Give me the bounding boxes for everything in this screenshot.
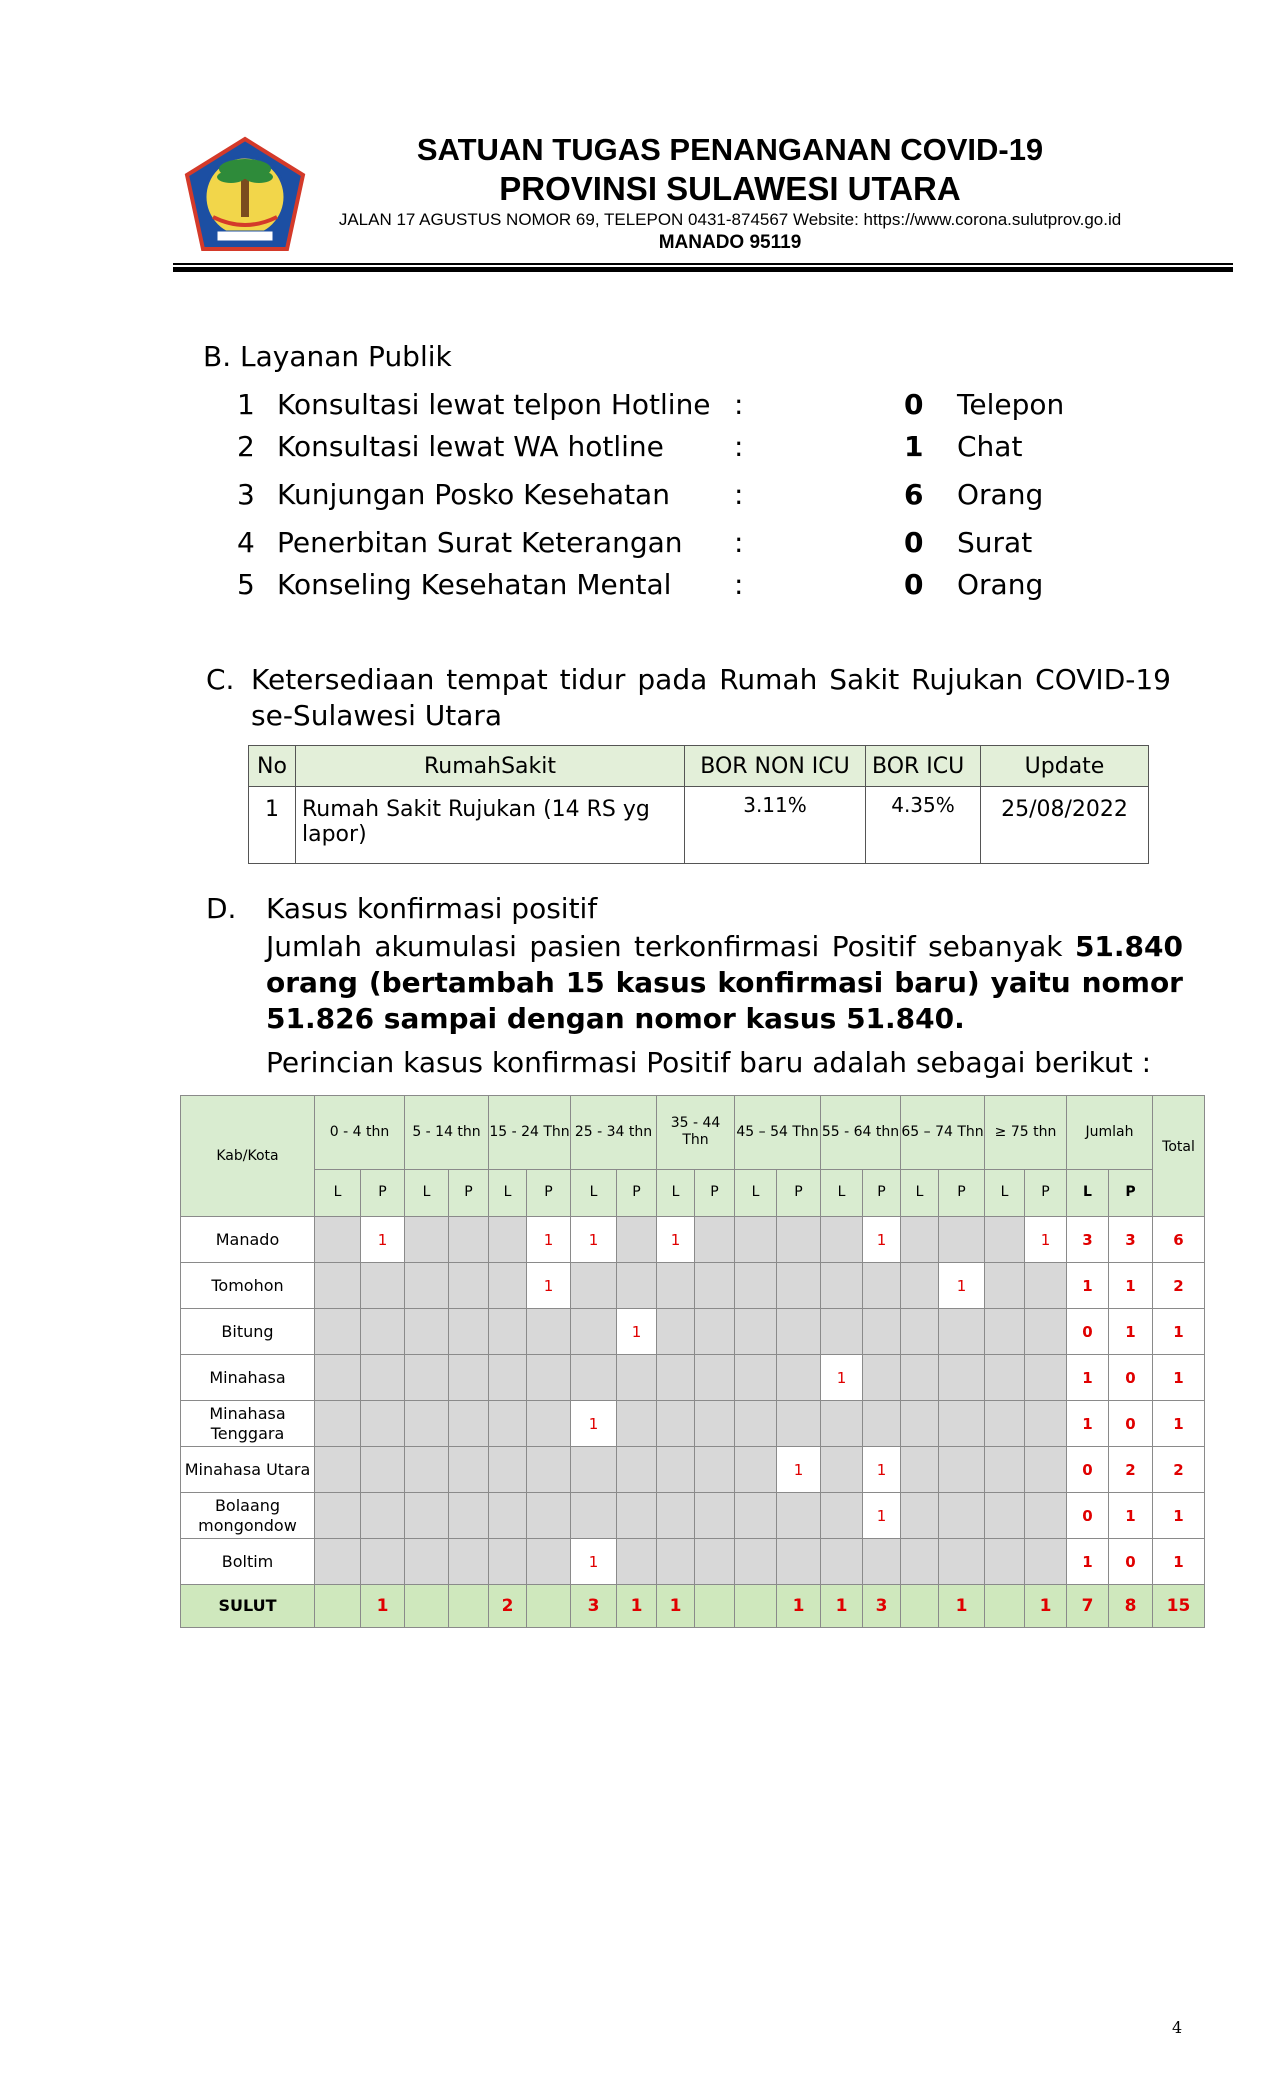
city-name: Minahasa Tenggara [181, 1401, 315, 1447]
col-age-group: 65 – 74 Thn [901, 1096, 985, 1170]
service-colon: : [734, 388, 744, 421]
case-cell [1025, 1401, 1067, 1447]
col-hospital: RumahSakit [296, 746, 685, 787]
col-age-group: 15 - 24 Thn [489, 1096, 571, 1170]
case-cell [449, 1447, 489, 1493]
case-cell [1025, 1355, 1067, 1401]
case-cell [777, 1539, 821, 1585]
sum-jp: 0 [1109, 1355, 1153, 1401]
case-cell [777, 1309, 821, 1355]
case-cell [985, 1355, 1025, 1401]
case-cell [449, 1217, 489, 1263]
org-address: JALAN 17 AGUSTUS NOMOR 69, TELEPON 0431-874567 Website: https://www.corona.sulutprov.go.id [338, 210, 1122, 229]
sum-total: 1 [1153, 1539, 1205, 1585]
service-unit: Telepon [957, 388, 1065, 421]
case-cell [657, 1309, 695, 1355]
service-label: Penerbitan Surat Keterangan [277, 526, 683, 559]
col-age-group: ≥ 75 thn [985, 1096, 1067, 1170]
col-female: P [449, 1169, 489, 1216]
sum-total: 15 [1153, 1585, 1205, 1628]
cumulative-text: Jumlah akumulasi pasien terkonfirmasi Positif sebanyak [266, 930, 1063, 963]
bor-icu-value: 4.35% [866, 787, 981, 864]
case-cell: 1 [571, 1401, 617, 1447]
case-cell [901, 1585, 939, 1628]
table-row [181, 1217, 1205, 1263]
city-name: Minahasa Utara [181, 1447, 315, 1493]
case-cell [449, 1263, 489, 1309]
case-cell [985, 1539, 1025, 1585]
case-cell [863, 1355, 901, 1401]
case-cell [315, 1585, 361, 1628]
col-jumlah: Jumlah [1067, 1096, 1153, 1170]
col-age-group: 0 - 4 thn [315, 1096, 405, 1170]
case-cell [695, 1493, 735, 1539]
case-cell [821, 1493, 863, 1539]
service-number: 3 [237, 478, 255, 511]
case-cell [489, 1355, 527, 1401]
case-cell [863, 1263, 901, 1309]
case-cell: 1 [821, 1355, 863, 1401]
service-label: Konsultasi lewat telpon Hotline [277, 388, 711, 421]
case-cell [939, 1447, 985, 1493]
case-cell [939, 1493, 985, 1539]
case-cell [1025, 1309, 1067, 1355]
case-cell: 3 [571, 1585, 617, 1628]
table-total-row [181, 1585, 1205, 1628]
case-cell [489, 1217, 527, 1263]
case-cell [405, 1309, 449, 1355]
sum-total: 1 [1153, 1309, 1205, 1355]
service-value: 6 [904, 478, 924, 511]
case-cell [901, 1355, 939, 1401]
city-name: SULUT [181, 1585, 315, 1628]
case-cell [939, 1217, 985, 1263]
col-jumlah-male: L [1067, 1169, 1109, 1216]
col-female: P [939, 1169, 985, 1216]
case-cell [405, 1355, 449, 1401]
case-cell [901, 1217, 939, 1263]
service-value: 0 [904, 568, 924, 601]
city-name: Tomohon [181, 1263, 315, 1309]
case-cell [571, 1447, 617, 1493]
sum-jp: 1 [1109, 1309, 1153, 1355]
case-cell [617, 1401, 657, 1447]
sum-jl: 0 [1067, 1447, 1109, 1493]
sum-total: 1 [1153, 1493, 1205, 1539]
city-name: Minahasa [181, 1355, 315, 1401]
list-item [237, 526, 1137, 562]
case-cell [735, 1355, 777, 1401]
section-c-letter: C. [206, 663, 235, 696]
city-name: Bolaang mongondow [181, 1493, 315, 1539]
sum-jl: 1 [1067, 1401, 1109, 1447]
case-cell [821, 1539, 863, 1585]
case-cell [735, 1585, 777, 1628]
case-cell [901, 1493, 939, 1539]
table-row [181, 1401, 1205, 1447]
case-cell [489, 1539, 527, 1585]
col-no: No [249, 746, 296, 787]
case-cell [405, 1539, 449, 1585]
table-row [181, 1355, 1205, 1401]
service-unit: Orang [957, 568, 1044, 601]
case-cell: 1 [1025, 1585, 1067, 1628]
province-emblem-icon [183, 135, 308, 255]
case-cell [489, 1447, 527, 1493]
case-cell [617, 1263, 657, 1309]
sum-total: 1 [1153, 1355, 1205, 1401]
city-name: Boltim [181, 1539, 315, 1585]
service-unit: Surat [957, 526, 1033, 559]
case-cell [315, 1401, 361, 1447]
update-date: 25/08/2022 [981, 787, 1149, 864]
sum-jp: 8 [1109, 1585, 1153, 1628]
case-cell [777, 1401, 821, 1447]
org-city: MANADO 95119 [658, 232, 802, 253]
col-age-group: 35 - 44 Thn [657, 1096, 735, 1170]
sum-jl: 1 [1067, 1355, 1109, 1401]
case-cell [315, 1539, 361, 1585]
case-cell [315, 1493, 361, 1539]
list-item [237, 568, 1137, 604]
sum-jl: 0 [1067, 1309, 1109, 1355]
case-cell [361, 1355, 405, 1401]
bed-availability-table [248, 745, 1149, 864]
case-cell [527, 1493, 571, 1539]
col-age-group: 25 - 34 thn [571, 1096, 657, 1170]
case-cell: 1 [527, 1263, 571, 1309]
city-name: Manado [181, 1217, 315, 1263]
case-cell [901, 1263, 939, 1309]
sum-total: 2 [1153, 1263, 1205, 1309]
case-cell [527, 1401, 571, 1447]
sum-jp: 3 [1109, 1217, 1153, 1263]
case-cell: 1 [863, 1217, 901, 1263]
service-colon: : [734, 568, 744, 601]
case-cell [405, 1493, 449, 1539]
case-cell [405, 1263, 449, 1309]
col-female: P [527, 1169, 571, 1216]
case-cell: 1 [939, 1263, 985, 1309]
case-cell [361, 1539, 405, 1585]
case-cell [863, 1309, 901, 1355]
list-item [237, 478, 1137, 514]
case-cell [1025, 1493, 1067, 1539]
case-cell [695, 1401, 735, 1447]
case-cell [527, 1355, 571, 1401]
case-cell [777, 1493, 821, 1539]
col-age-group: 45 – 54 Thn [735, 1096, 821, 1170]
case-cell: 1 [617, 1585, 657, 1628]
case-cell [361, 1401, 405, 1447]
case-cell [695, 1355, 735, 1401]
case-cell [657, 1493, 695, 1539]
case-cell [985, 1493, 1025, 1539]
case-cell [939, 1355, 985, 1401]
case-cell [985, 1217, 1025, 1263]
case-cell: 1 [777, 1447, 821, 1493]
col-female: P [1025, 1169, 1067, 1216]
table-row [181, 1309, 1205, 1355]
case-cell [901, 1539, 939, 1585]
header-rule-thin [173, 263, 1233, 265]
case-cell [527, 1539, 571, 1585]
case-cell [449, 1309, 489, 1355]
section-d-title: Kasus konfirmasi positif [266, 892, 598, 925]
case-cell [735, 1493, 777, 1539]
case-cell [405, 1401, 449, 1447]
col-male: L [985, 1169, 1025, 1216]
case-cell [657, 1539, 695, 1585]
case-cell [489, 1493, 527, 1539]
col-male: L [315, 1169, 361, 1216]
section-d-letter: D. [206, 892, 237, 925]
service-colon: : [734, 430, 744, 463]
section-d-subtitle: Perincian kasus konfirmasi Positif baru adalah sebagai berikut : [266, 1046, 1152, 1079]
case-cell [361, 1263, 405, 1309]
case-cell [777, 1217, 821, 1263]
case-cell [901, 1401, 939, 1447]
sum-jp: 2 [1109, 1447, 1153, 1493]
case-breakdown-table [180, 1095, 1205, 1628]
case-cell: 1 [1025, 1217, 1067, 1263]
service-value: 1 [904, 430, 924, 463]
service-colon: : [734, 478, 744, 511]
table-row [181, 1493, 1205, 1539]
case-cell [863, 1539, 901, 1585]
case-cell [985, 1401, 1025, 1447]
case-cell [735, 1401, 777, 1447]
case-cell: 1 [939, 1585, 985, 1628]
case-cell [985, 1447, 1025, 1493]
case-cell [617, 1539, 657, 1585]
col-bor-non-icu: BOR NON ICU [685, 746, 866, 787]
case-cell: 1 [863, 1447, 901, 1493]
table-row [181, 1539, 1205, 1585]
case-cell [449, 1401, 489, 1447]
case-cell [735, 1447, 777, 1493]
sum-jl: 7 [1067, 1585, 1109, 1628]
col-kab-kota: Kab/Kota [181, 1096, 315, 1217]
table-row [181, 1447, 1205, 1493]
section-b-title: B. Layanan Publik [203, 340, 452, 373]
case-cell: 1 [821, 1585, 863, 1628]
table-row [181, 1263, 1205, 1309]
header-rule-thick [173, 267, 1233, 272]
bor-non-icu-value: 3.11% [685, 787, 866, 864]
case-cell [1025, 1539, 1067, 1585]
case-cell [315, 1355, 361, 1401]
col-female: P [777, 1169, 821, 1216]
case-cell [985, 1263, 1025, 1309]
service-number: 2 [237, 430, 255, 463]
case-cell [735, 1217, 777, 1263]
col-update: Update [981, 746, 1149, 787]
case-cell: 1 [863, 1493, 901, 1539]
case-cell [821, 1401, 863, 1447]
case-cell [657, 1263, 695, 1309]
org-province: PROVINSI SULAWESI UTARA [499, 170, 961, 207]
case-cell [939, 1309, 985, 1355]
case-cell [939, 1539, 985, 1585]
case-cell [695, 1263, 735, 1309]
col-male: L [489, 1169, 527, 1216]
case-cell [821, 1217, 863, 1263]
service-value: 0 [904, 526, 924, 559]
case-cell [777, 1263, 821, 1309]
sum-jp: 0 [1109, 1539, 1153, 1585]
case-cell [735, 1263, 777, 1309]
case-cell [571, 1493, 617, 1539]
col-bor-icu: BOR ICU [866, 746, 981, 787]
city-name: Bitung [181, 1309, 315, 1355]
case-cell [361, 1447, 405, 1493]
case-cell [361, 1309, 405, 1355]
case-cell [405, 1217, 449, 1263]
section-d-paragraph [266, 929, 1183, 1037]
service-number: 5 [237, 568, 255, 601]
case-cell [527, 1309, 571, 1355]
page-number: 4 [1172, 2018, 1183, 2037]
case-cell [657, 1355, 695, 1401]
sum-total: 2 [1153, 1447, 1205, 1493]
case-cell [735, 1309, 777, 1355]
case-cell [617, 1217, 657, 1263]
case-cell [735, 1539, 777, 1585]
hospital-name: Rumah Sakit Rujukan (14 RS yg lapor) [296, 787, 685, 864]
section-c-title: Ketersediaan tempat tidur pada Rumah Sakit Rujukan COVID-19 se-Sulawesi Utara [251, 663, 1171, 732]
case-cell [527, 1585, 571, 1628]
col-female: P [695, 1169, 735, 1216]
case-cell [315, 1447, 361, 1493]
col-jumlah-female: P [1109, 1169, 1153, 1216]
case-cell [901, 1447, 939, 1493]
sum-total: 1 [1153, 1401, 1205, 1447]
case-cell [489, 1263, 527, 1309]
case-cell: 2 [489, 1585, 527, 1628]
case-cell [315, 1309, 361, 1355]
cumulative-count: 51.840 orang (bertambah 15 kasus konfirmasi baru) yaitu nomor 51.826 sampai dengan nomor kasus 51.840. [266, 930, 1183, 1035]
case-cell [657, 1447, 695, 1493]
case-cell [449, 1539, 489, 1585]
case-cell [985, 1309, 1025, 1355]
service-colon: : [734, 526, 744, 559]
case-cell: 1 [571, 1217, 617, 1263]
case-cell: 1 [777, 1585, 821, 1628]
col-male: L [735, 1169, 777, 1216]
case-cell [821, 1447, 863, 1493]
col-female: P [617, 1169, 657, 1216]
case-cell [361, 1493, 405, 1539]
case-cell: 1 [617, 1309, 657, 1355]
col-male: L [405, 1169, 449, 1216]
org-name: SATUAN TUGAS PENANGANAN COVID-19 [416, 132, 1044, 167]
case-cell [777, 1355, 821, 1401]
service-label: Konseling Kesehatan Mental [277, 568, 672, 601]
case-cell [1025, 1263, 1067, 1309]
service-number: 1 [237, 388, 255, 421]
case-cell [695, 1585, 735, 1628]
case-cell [617, 1493, 657, 1539]
case-cell [901, 1309, 939, 1355]
sum-jl: 1 [1067, 1539, 1109, 1585]
list-item [237, 388, 1137, 424]
case-cell [315, 1263, 361, 1309]
sum-jl: 0 [1067, 1493, 1109, 1539]
case-cell [695, 1447, 735, 1493]
case-cell [449, 1355, 489, 1401]
col-male: L [657, 1169, 695, 1216]
case-cell [695, 1539, 735, 1585]
case-cell [657, 1401, 695, 1447]
case-cell: 1 [361, 1217, 405, 1263]
case-cell [571, 1355, 617, 1401]
col-female: P [863, 1169, 901, 1216]
case-cell [985, 1585, 1025, 1628]
col-male: L [901, 1169, 939, 1216]
case-cell [695, 1309, 735, 1355]
case-cell [571, 1263, 617, 1309]
sum-total: 6 [1153, 1217, 1205, 1263]
sum-jl: 1 [1067, 1263, 1109, 1309]
service-unit: Orang [957, 478, 1044, 511]
sum-jp: 0 [1109, 1401, 1153, 1447]
case-cell [863, 1401, 901, 1447]
case-cell: 1 [657, 1217, 695, 1263]
case-cell: 1 [527, 1217, 571, 1263]
col-age-group: 55 - 64 thn [821, 1096, 901, 1170]
service-unit: Chat [957, 430, 1023, 463]
case-cell [315, 1217, 361, 1263]
col-age-group: 5 - 14 thn [405, 1096, 489, 1170]
col-female: P [361, 1169, 405, 1216]
case-cell [821, 1263, 863, 1309]
col-male: L [821, 1169, 863, 1216]
case-cell [449, 1585, 489, 1628]
case-cell [571, 1309, 617, 1355]
case-cell [939, 1401, 985, 1447]
sum-jl: 3 [1067, 1217, 1109, 1263]
case-cell [489, 1401, 527, 1447]
col-total: Total [1153, 1096, 1205, 1217]
case-cell [617, 1355, 657, 1401]
case-cell [617, 1447, 657, 1493]
case-cell: 3 [863, 1585, 901, 1628]
case-cell [695, 1217, 735, 1263]
case-cell: 1 [571, 1539, 617, 1585]
case-cell [1025, 1447, 1067, 1493]
hospital-no: 1 [249, 787, 296, 864]
case-cell [449, 1493, 489, 1539]
sum-jp: 1 [1109, 1493, 1153, 1539]
sum-jp: 1 [1109, 1263, 1153, 1309]
table-row [249, 787, 1149, 864]
case-cell: 1 [657, 1585, 695, 1628]
col-male: L [571, 1169, 617, 1216]
case-cell [489, 1309, 527, 1355]
case-cell [405, 1447, 449, 1493]
case-cell [527, 1447, 571, 1493]
service-label: Kunjungan Posko Kesehatan [277, 478, 670, 511]
service-value: 0 [904, 388, 924, 421]
case-cell: 1 [361, 1585, 405, 1628]
service-number: 4 [237, 526, 255, 559]
case-cell [821, 1309, 863, 1355]
list-item [237, 430, 1137, 466]
service-label: Konsultasi lewat WA hotline [277, 430, 664, 463]
case-cell [405, 1585, 449, 1628]
